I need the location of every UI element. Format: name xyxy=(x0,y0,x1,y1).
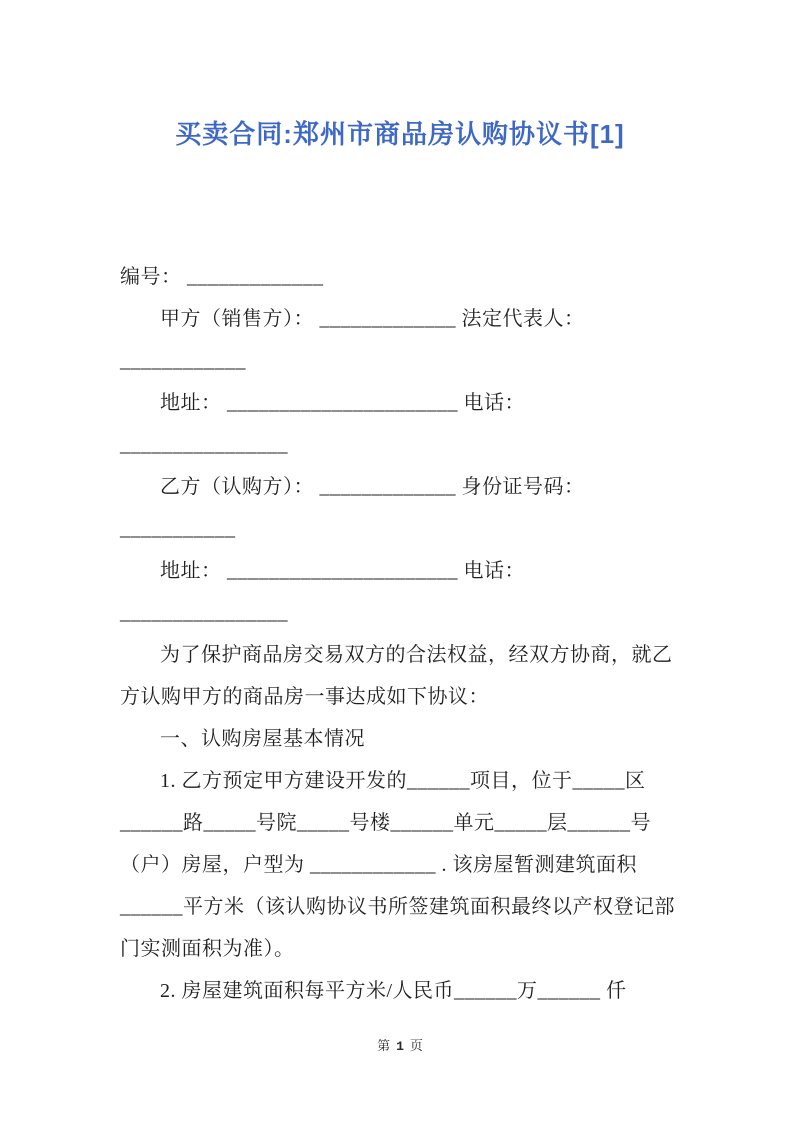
line-party-b-address-continuation: ________________ xyxy=(120,602,288,624)
line-party-b-continuation: ___________ xyxy=(120,518,236,540)
line-party-b-address: 地址： ______________________ 电话： xyxy=(160,560,525,582)
line-party-a-address-continuation: ________________ xyxy=(120,434,288,456)
page-footer xyxy=(0,1035,800,1054)
line-contract-number: 编号： _____________ xyxy=(120,266,324,288)
document-body xyxy=(120,264,680,1020)
line-clause-1-part-1: 1. 乙方预定甲方建设开发的______项目，位于_____区 xyxy=(160,770,646,792)
footer-suffix: 页 xyxy=(409,1038,423,1053)
footer-prefix: 第 xyxy=(377,1038,391,1053)
line-clause-1-part-2: ______路_____号院_____号楼______单元_____层______号 xyxy=(120,812,651,834)
line-party-a-seller: 甲方（销售方）： _____________ 法定代表人： xyxy=(160,308,585,330)
line-party-b-buyer: 乙方（认购方）： _____________ 身份证号码： xyxy=(160,476,585,498)
line-preamble-1: 为了保护商品房交易双方的合法权益，经双方协商，就乙 xyxy=(160,644,673,666)
line-preamble-2: 方认购甲方的商品房一事达成如下协议： xyxy=(120,686,489,708)
line-clause-2-part-1: 2. 房屋建筑面积每平方米/人民币______万______ 仟 xyxy=(160,980,627,1002)
line-clause-1-part-5: 门实测面积为准）。 xyxy=(120,938,295,960)
line-section-1-heading: 一、认购房屋基本情况 xyxy=(160,728,365,750)
footer-page-number: 1 xyxy=(396,1039,404,1054)
document-title: 买卖合同:郑州市商品房认购协议书[1] xyxy=(175,119,625,149)
line-party-a-continuation: ____________ xyxy=(120,350,246,372)
line-party-a-address: 地址： ______________________ 电话： xyxy=(160,392,525,414)
line-clause-1-part-4: ______平方米（该认购协议书所签建筑面积最终以产权登记部 xyxy=(120,896,675,918)
line-clause-1-part-3: （户）房屋，户型为 ____________ . 该房屋暂测建筑面积 xyxy=(120,854,637,876)
